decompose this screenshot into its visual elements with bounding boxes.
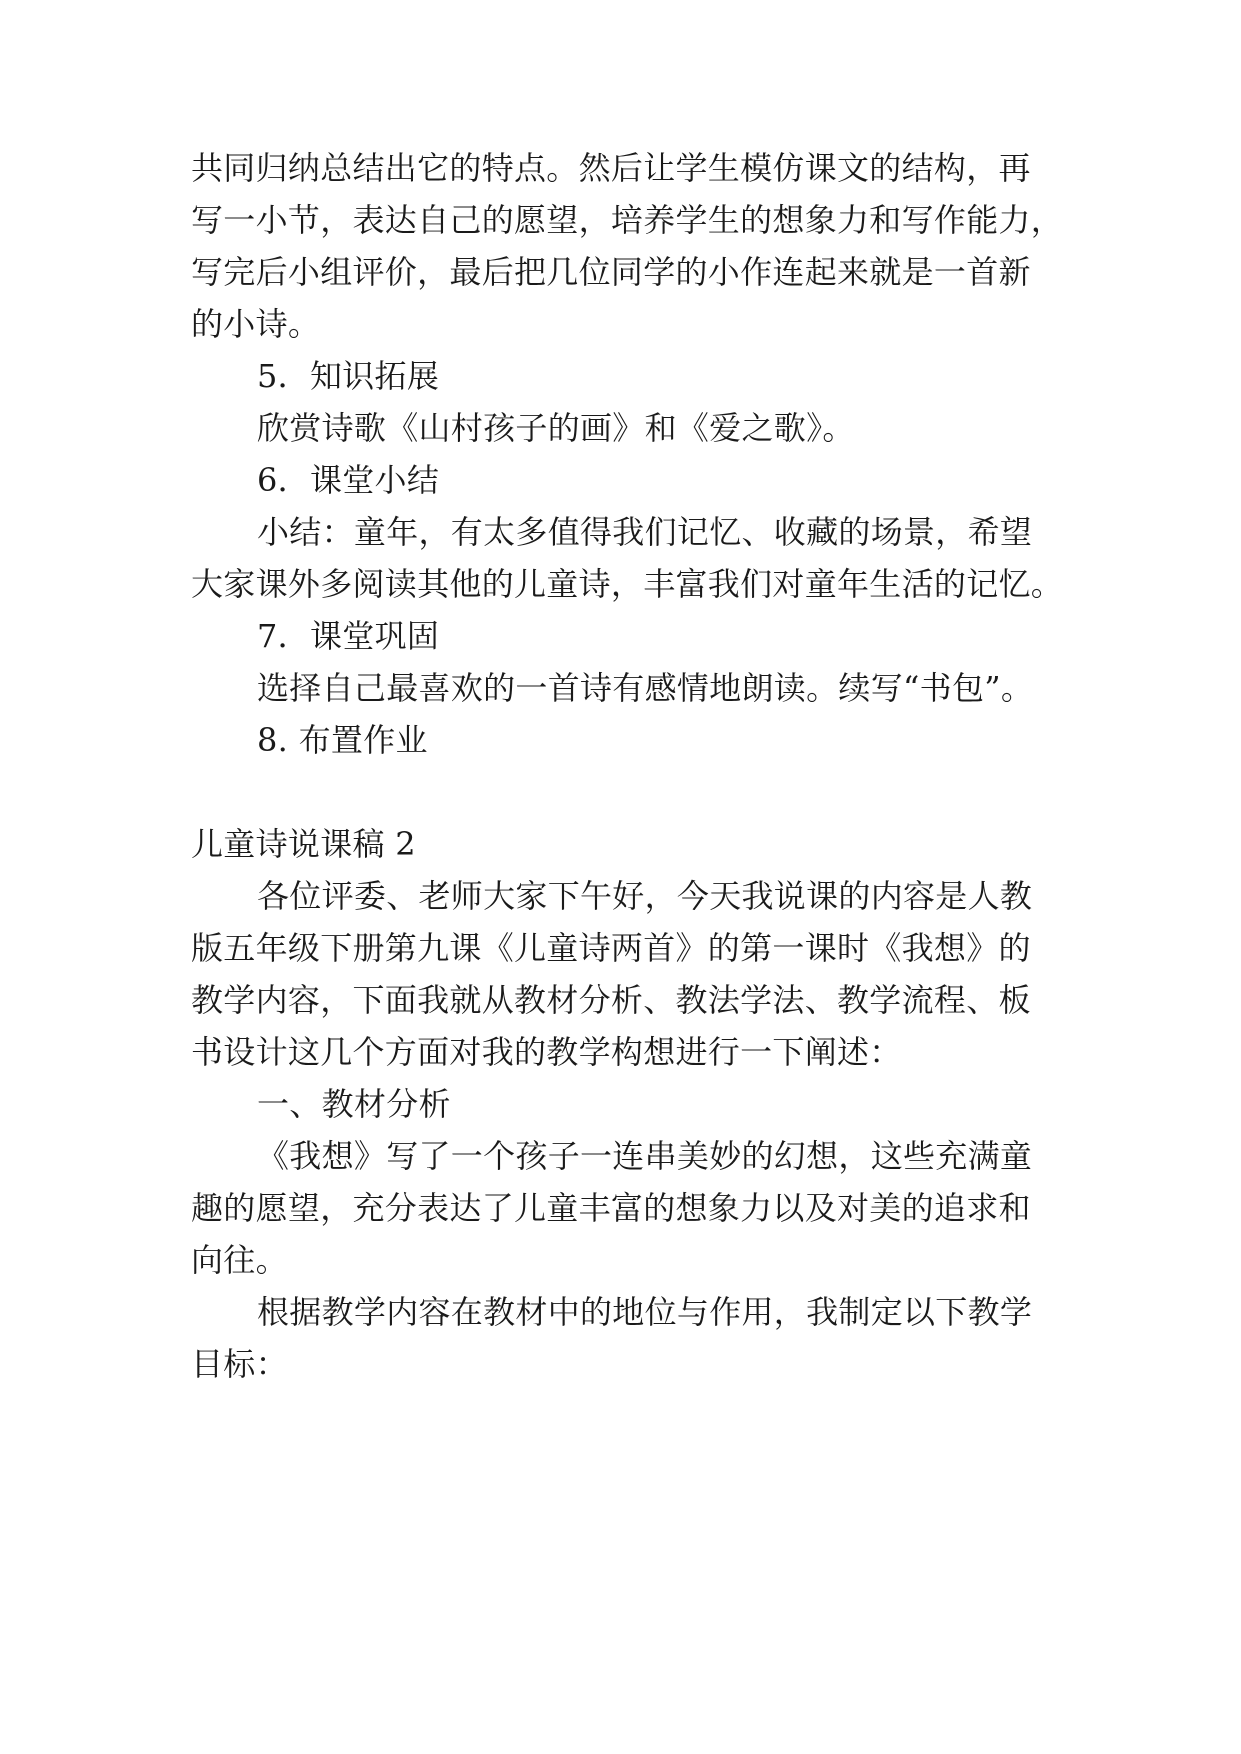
paragraph-line: 趣的愿望，充分表达了儿童丰富的想象力以及对美的追求和 [191, 1189, 1031, 1227]
section-title: 儿童诗说课稿 2 [191, 825, 416, 863]
paragraph-line: 《我想》写了一个孩子一连串美妙的幻想，这些充满童 [257, 1137, 1033, 1175]
heading-knowledge-extension: 5．知识拓展 [257, 357, 440, 395]
heading-class-summary: 6．课堂小结 [257, 461, 440, 499]
heading-homework: 8. 布置作业 [257, 721, 428, 759]
heading-class-consolidation: 7．课堂巩固 [257, 617, 440, 655]
paragraph-line: 大家课外多阅读其他的儿童诗，丰富我们对童年生活的记忆。 [191, 565, 1064, 603]
paragraph-line: 版五年级下册第九课《儿童诗两首》的第一课时《我想》的 [191, 929, 1031, 967]
paragraph-line: 欣赏诗歌《山村孩子的画》和《爱之歌》。 [257, 409, 855, 447]
paragraph-line: 写完后小组评价，最后把几位同学的小作连起来就是一首新 [191, 253, 1031, 291]
paragraph-line: 各位评委、老师大家下午好，今天我说课的内容是人教 [257, 877, 1033, 915]
paragraph-line: 根据教学内容在教材中的地位与作用，我制定以下教学 [257, 1293, 1033, 1331]
paragraph-line: 选择自己最喜欢的一首诗有感情地朗读。续写“书包”。 [257, 669, 1034, 707]
paragraph-line: 目标： [191, 1345, 288, 1383]
paragraph-line: 书设计这几个方面对我的教学构想进行一下阐述： [191, 1033, 902, 1071]
paragraph-line: 共同归纳总结出它的特点。然后让学生模仿课文的结构，再 [191, 149, 1031, 187]
paragraph-line: 写一小节，表达自己的愿望，培养学生的想象力和写作能力， [191, 201, 1064, 239]
paragraph-line: 教学内容，下面我就从教材分析、教法学法、教学流程、板 [191, 981, 1031, 1019]
heading-material-analysis: 一、教材分析 [257, 1085, 451, 1123]
paragraph-line: 的小诗。 [191, 305, 321, 343]
paragraph-line: 向往。 [191, 1241, 288, 1279]
paragraph-line: 小结：童年，有太多值得我们记忆、收藏的场景，希望 [257, 513, 1033, 551]
